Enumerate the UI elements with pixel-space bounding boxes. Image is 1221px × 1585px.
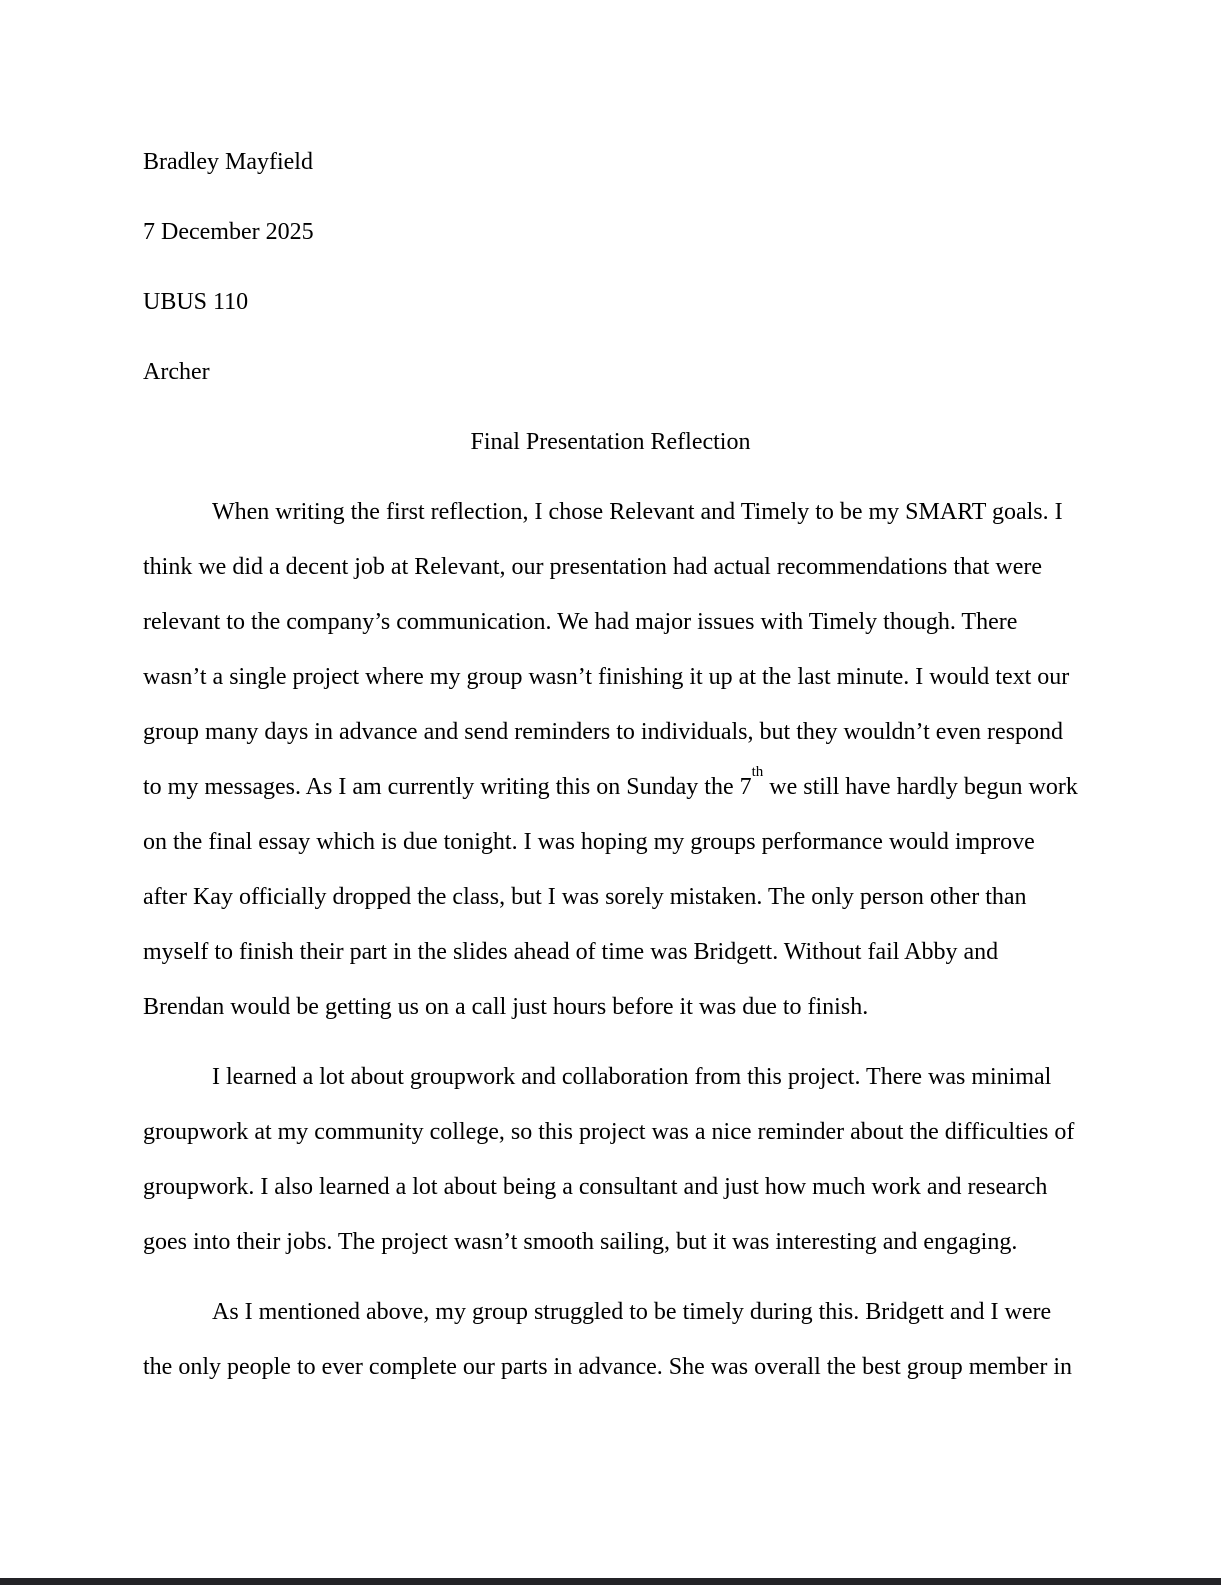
paragraph (143, 485, 1078, 1035)
text-line: think we did a decent job at Relevant, our presentation had actual recommendations that were (143, 554, 1043, 580)
text-line: Brendan would be getting us on a call just hours before it was due to finish. (143, 994, 869, 1020)
header-paragraph (143, 275, 1078, 330)
ordinal-superscript: th (751, 764, 764, 780)
text-line: myself to finish their part in the slides ahead of time was Bridgett. Without fail Abby and (143, 939, 999, 965)
body-block (143, 485, 1078, 1395)
header-paragraph (143, 345, 1078, 400)
text-line: Archer (143, 359, 210, 385)
text-line: When writing the first reflection, I chose Relevant and Timely to be my SMART goals. I (212, 499, 1063, 525)
text-line: the only people to ever complete our parts in advance. She was overall the best group member in (143, 1354, 1073, 1380)
text-line: group many days in advance and send reminders to individuals, but they wouldn’t even respond (143, 719, 1064, 745)
text-line: As I mentioned above, my group struggled to be timely during this. Bridgett and I were (212, 1299, 1052, 1325)
text-line: UBUS 110 (143, 289, 249, 315)
text-line: relevant to the company’s communication. We had major issues with Timely though. There (143, 609, 1018, 635)
text-line: groupwork. I also learned a lot about being a consultant and just how much work and research (143, 1174, 1048, 1200)
paragraph (143, 1050, 1078, 1270)
header-paragraph (143, 205, 1078, 260)
header-block (143, 135, 1078, 400)
header-paragraph (143, 135, 1078, 190)
document-title: Final Presentation Reflection (470, 429, 751, 455)
text-line: 7 December 2025 (143, 219, 314, 245)
text-line: on the final essay which is due tonight. I was hoping my groups performance would improve (143, 829, 1035, 855)
text-line: goes into their jobs. The project wasn’t smooth sailing, but it was interesting and engaging. (143, 1229, 1018, 1255)
text-line: Bradley Mayfield (143, 149, 313, 175)
text-line: to my messages. As I am currently writing this on Sunday the 7th we still have hardly begun work (143, 764, 1078, 800)
window-bottom-edge (0, 1578, 1221, 1585)
text-line: I learned a lot about groupwork and collaboration from this project. There was minimal (212, 1064, 1052, 1090)
paragraph (143, 1285, 1078, 1395)
text-line: wasn’t a single project where my group wasn’t finishing it up at the last minute. I would text our (143, 664, 1070, 690)
text-line: after Kay officially dropped the class, but I was sorely mistaken. The only person other than (143, 884, 1027, 910)
text-line: groupwork at my community college, so this project was a nice reminder about the difficulties of (143, 1119, 1075, 1145)
